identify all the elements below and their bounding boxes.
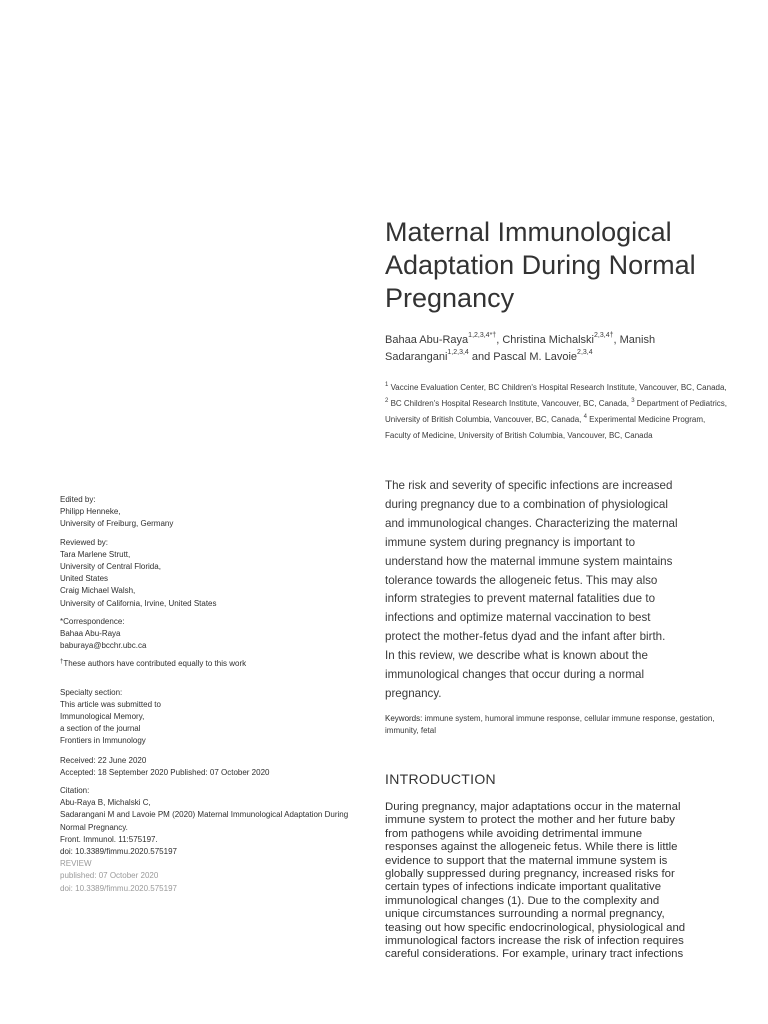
received-date: Received: 22 June 2020 <box>60 755 147 765</box>
author-name[interactable]: , Manish Sadarangani <box>385 334 656 363</box>
reviewer-name[interactable]: Tara Marlene Strutt, <box>60 549 131 559</box>
correspondence-email[interactable]: baburaya@bcchr.ubc.ca <box>60 641 147 651</box>
equal-contribution-note <box>60 658 390 670</box>
body-line: immunological changes (1). Due to the complexity and <box>385 894 660 907</box>
abstract-line: protect the mother-fetus dyad and the infant after birth. <box>385 630 666 644</box>
reviewer-affiliation: United States <box>60 574 109 584</box>
article-metadata-sidebar <box>60 494 390 895</box>
editor-affiliation: University of Freiburg, Germany <box>60 519 174 529</box>
author-sup: 1,2,3,4*† <box>468 332 497 339</box>
abstract-line: pregnancy. <box>385 686 442 700</box>
body-line: immunological factors increase the risk of infection requires <box>385 935 684 948</box>
specialty-line: Frontiers in Immunology <box>60 736 146 746</box>
keywords-label: Keywords: <box>385 714 423 723</box>
reviewer-name[interactable]: Craig Michael Walsh, <box>60 586 136 596</box>
abstract-line: tolerance towards the allogeneic fetus. This may also <box>385 573 658 587</box>
abstract-line: immune system during pregnancy is important to <box>385 535 636 549</box>
editor-name[interactable]: Philipp Henneke, <box>60 507 121 517</box>
title-line: Pregnancy <box>385 283 515 313</box>
affiliations <box>385 380 730 444</box>
author-name[interactable]: Bahaa Abu-Raya <box>385 334 469 346</box>
affil-text: Department of Pediatrics, University of British Columbia, Vancouver, BC, Canada, <box>385 399 728 424</box>
author-sup: 1,2,3,4 <box>447 349 469 356</box>
body-line: During pregnancy, major adaptations occur in the maternal <box>385 801 681 813</box>
body-line: evidence to support that the maternal immune system is <box>385 854 668 867</box>
author-sup: 2,3,4† <box>594 332 614 339</box>
edited-by-label: Edited by: <box>60 495 96 504</box>
specialty-line: This article was submitted to <box>60 699 161 709</box>
author-name[interactable]: and Pascal M. Lavoie <box>468 351 578 363</box>
affil-sup: 1 <box>385 382 389 388</box>
keywords-text: immune system, humoral immune response, cellular immune response, gestation, immunity, fetal <box>385 714 715 735</box>
citation-label: Citation: <box>60 786 90 796</box>
author-name[interactable]: , Christina Michalski <box>496 334 595 346</box>
citation-line: Normal Pregnancy. <box>60 822 128 832</box>
abstract-line: In this review, we describe what is known about the <box>385 649 648 663</box>
body-line: certain types of infections indicate important qualitative <box>385 881 662 894</box>
equal-contribution-text: These authors have contributed equally to this work <box>63 659 247 669</box>
abstract-line: understand how the maternal immune system maintains <box>385 554 673 568</box>
specialty-section-label: Specialty section: <box>60 687 123 697</box>
dagger-mark: † <box>60 659 64 666</box>
body-line: globally suppressed during pregnancy, increased risks for <box>385 868 675 881</box>
abstract-line: immunological changes that occur during a normal <box>385 668 645 682</box>
author-list <box>385 332 730 366</box>
affil-text: Vaccine Evaluation Center, BC Children's Hospital Research Institute, Vancouver, BC, Canada, <box>388 383 727 392</box>
published-tag: published: 07 October 2020 <box>60 871 159 881</box>
body-line: responses against the allogeneic fetus. While there is little <box>385 841 678 854</box>
abstract-line: inform strategies to prevent maternal fatalities due to <box>385 592 656 606</box>
introduction-body <box>385 801 720 962</box>
abstract-line: during pregnancy due to a combination of physiological <box>385 497 668 511</box>
abstract-line: and immunological changes. Characterizing the maternal <box>385 516 678 530</box>
correspondence-label: *Correspondence: <box>60 616 125 626</box>
doi-tag[interactable]: doi: 10.3389/fimmu.2020.575197 <box>60 883 177 893</box>
correspondence-name: Bahaa Abu-Raya <box>60 629 121 639</box>
abstract <box>385 477 720 704</box>
title-line: Maternal Immunological <box>385 217 672 247</box>
article-title <box>385 216 745 315</box>
affil-text: Experimental Medicine Program, Faculty of Medicine, University of British Columbia, Vancouver, BC, Canada <box>385 415 706 440</box>
citation-doi[interactable]: doi: 10.3389/fimmu.2020.575197 <box>60 847 177 857</box>
reviewed-by-label: Reviewed by: <box>60 537 109 547</box>
affil-sup: 2 <box>385 398 389 404</box>
body-line: unique circumstances surrounding a normal pregnancy, <box>385 908 665 921</box>
specialty-line: a section of the journal <box>60 724 141 734</box>
accepted-published-date: Accepted: 18 September 2020 Published: 07 October 2020 <box>60 767 270 777</box>
section-heading-introduction: INTRODUCTION <box>385 771 496 787</box>
affil-text: BC Children's Hospital Research Institute, Vancouver, BC, Canada, <box>388 399 632 408</box>
reviewer-affiliation: University of Central Florida, <box>60 562 161 572</box>
abstract-line: infections and optimize maternal vaccination to best <box>385 611 651 625</box>
body-line: teasing out how specific endocrinological, physiological and <box>385 921 686 934</box>
keywords <box>385 713 720 737</box>
affil-sup: 3 <box>631 398 635 404</box>
body-line: from pathogens while avoiding detrimental immune <box>385 827 643 840</box>
body-line: careful considerations. For example, urinary tract infections <box>385 948 684 961</box>
reviewer-affiliation: University of California, Irvine, United States <box>60 598 217 608</box>
citation-line: Front. Immunol. 11:575197. <box>60 834 158 844</box>
abstract-line: The risk and severity of specific infections are increased <box>385 479 673 492</box>
body-line: immune system to protect the mother and her future baby <box>385 814 675 827</box>
affil-sup: 4 <box>583 414 587 420</box>
title-line: Adaptation During Normal <box>385 250 696 280</box>
author-sup: 2,3,4 <box>577 349 593 356</box>
citation-line: Sadarangani M and Lavoie PM (2020) Maternal Immunological Adaptation During <box>60 810 349 820</box>
citation-line: Abu-Raya B, Michalski C, <box>60 798 151 808</box>
article-type-tag: REVIEW <box>60 859 92 869</box>
specialty-line: Immunological Memory, <box>60 712 145 722</box>
